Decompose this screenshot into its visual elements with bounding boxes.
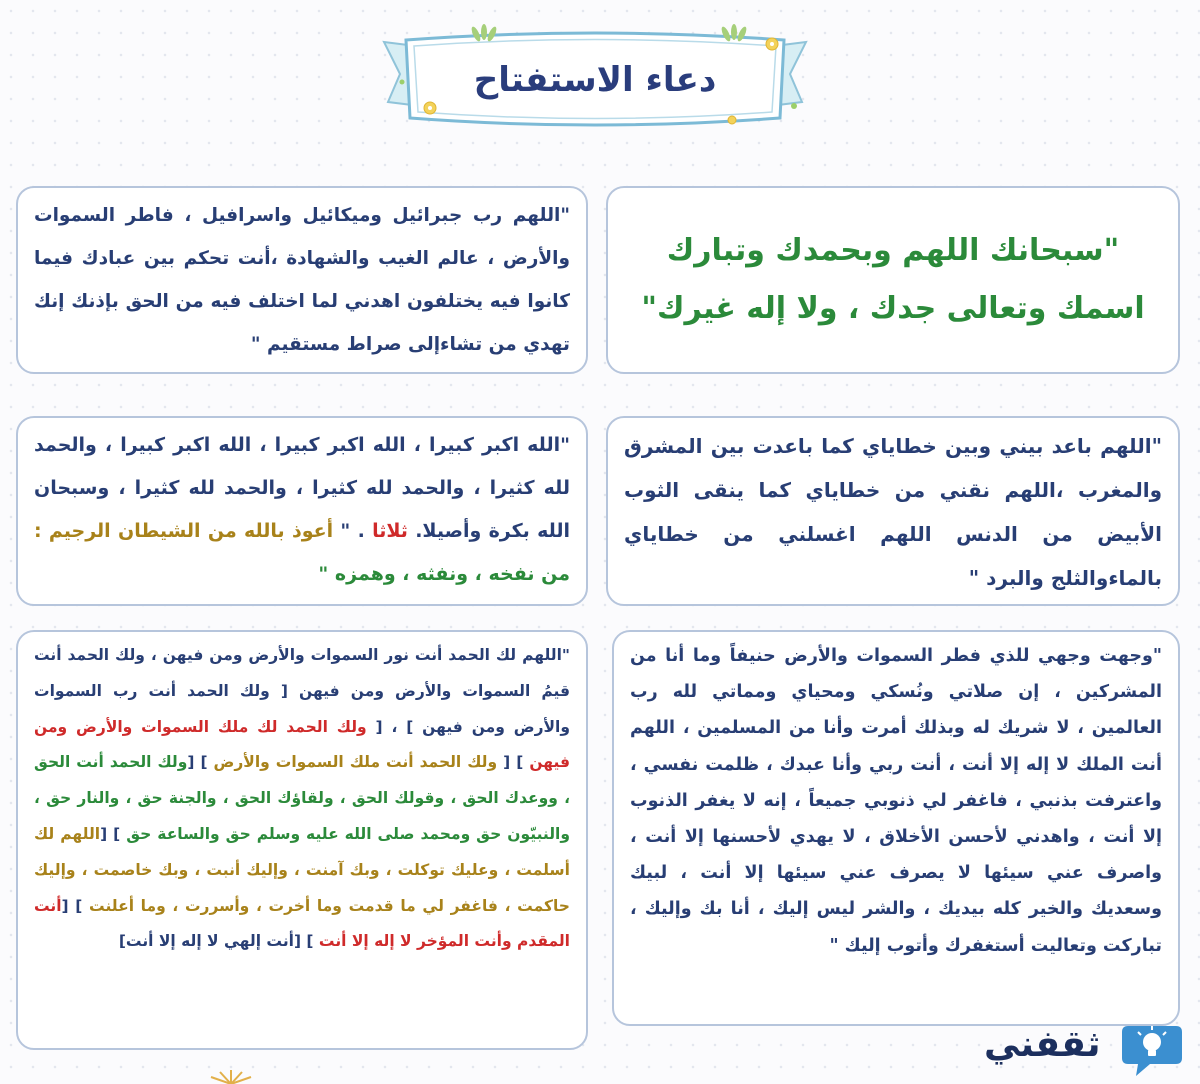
- dua-segment: "وجهت وجهي للذي فطر السموات والأرض حنيفاً وما أنا من المشركين ، إن صلاتي ونُسكي ومحياي ومماتي لله رب العالمين ، لا شريك له وبذلك أمرت وأنا من المسلمين ، اللهم أنت الملك لا إله إلا أنت ، أنت ربي وأنا عبدك ، ظلمت نفسي ، واعترفت بذنبي ، فاغفر لي ذنوبي جميعاً ، إنه لا يغفر الذنوب إلا أنت ، واهدني لأحسن الأخلاق ، لا يهدي لأحسنها إلا أنت ، واصرف عني سيئها لا يصرف عني سيئها إلا أنت ، لبيك وسعديك والخير كله بيديك ، والشر ليس إليك ، أنا بك وإليك ، تباركت وتعاليت أستغفرك وأتوب إليك ": [630, 646, 1162, 956]
- dua-segment: ] [: [61, 896, 90, 915]
- dua-segment: أعوذ بالله من الشيطان الرجيم :: [34, 520, 334, 542]
- dua-card: [16, 416, 588, 606]
- dua-segment: أنت المقدم وأنت المؤخر لا إله إلا أنت: [34, 896, 570, 951]
- dua-card: [16, 630, 588, 1050]
- dua-segment: "اللهم رب جبرائيل وميكائيل واسرافيل ، فاطر السموات والأرض ، عالم الغيب والشهادة ،أنت تحكم بين عبادك فيما كانوا فيه يختلفون اهدني لما اختلف فيه من الحق بإذنك إنك تهدي من تشاءإلى صراط مستقيم ": [34, 205, 570, 355]
- dua-segment: ] [: [100, 824, 127, 843]
- dua-segment: ولك الحمد أنت ملك السموات والأرض: [213, 753, 498, 772]
- dua-segment: ولك الحمد لك ملك السموات والأرض ومن فيهن: [34, 717, 570, 772]
- dua-text: [624, 222, 1162, 338]
- dua-segment: ولك الحمد أنت الحق ، ووعدك الحق ، وقولك الحق ، ولقاؤك الحق ، والجنة حق ، والنار حق ، والنبيّون حق ومحمد صلى الله عليه وسلم حق والساعة حق: [34, 753, 570, 843]
- dua-text: [34, 638, 570, 960]
- dua-segment: "اللهم لك الحمد أنت نور السموات والأرض ومن فيهن ، ولك الحمد أنت قيمُ السموات والأرض ومن فيهن [ ولك الحمد أنت رب السموات والأرض ومن فيهن ] ، [: [34, 646, 570, 736]
- dua-segment: "اللهم باعد بيني وبين خطاياي كما باعدت بين المشرق والمغرب ،اللهم نقني من خطاياي كما ينقى الثوب الأبيض من الدنس اللهم اغسلني من خطاياي بالماءوالثلج والبرد ": [624, 434, 1162, 590]
- dua-segment: ] [: [497, 753, 530, 772]
- dua-text: [630, 638, 1162, 964]
- dua-card: [606, 186, 1180, 374]
- dua-segment: "الله اكبر كبيرا ، الله اكبر كبيرا ، الله اكبر كبيرا ، والحمد لله كثيرا ، والحمد لله كثيرا ، والحمد لله كثيرا ، وسبحان الله بكرة وأصيلا.: [34, 434, 571, 542]
- decor-sunburst-icon: [196, 1068, 266, 1084]
- dua-segment: ] [: [187, 753, 214, 772]
- dua-segment: "سبحانك اللهم وبحمدك وتبارك اسمك وتعالى جدك ، ولا إله غيرك": [641, 233, 1145, 326]
- dua-segment: اللهم لك أسلمت ، وعليك توكلت ، وبك آمنت ، وإليك أنبت ، وبك خاصمت ، وإليك حاكمت ، فاغفر لي ما قدمت وما أخرت ، وأسررت ، وما أعلنت: [34, 824, 570, 915]
- dua-text: [624, 424, 1162, 600]
- dua-card: [16, 186, 588, 374]
- dua-segment: . ": [333, 520, 373, 542]
- dua-text: [34, 424, 570, 596]
- dua-text: [34, 194, 570, 366]
- logo-text: ثقفني: [984, 1024, 1101, 1065]
- dua-segment: ثلاثا: [372, 520, 408, 542]
- dua-card: [612, 630, 1180, 1026]
- page-title: دعاء الاستفتاح: [473, 60, 717, 100]
- speech-bubble-bulb-icon: [1120, 1020, 1184, 1078]
- dua-segment: من نفخه ، ونفثه ، وهمزه ": [318, 563, 570, 585]
- dua-card: [606, 416, 1180, 606]
- site-logo: [984, 1018, 1188, 1080]
- title-banner: [380, 22, 810, 130]
- dua-segment: ] [أنت إلهي لا إله إلا أنت]: [118, 932, 319, 951]
